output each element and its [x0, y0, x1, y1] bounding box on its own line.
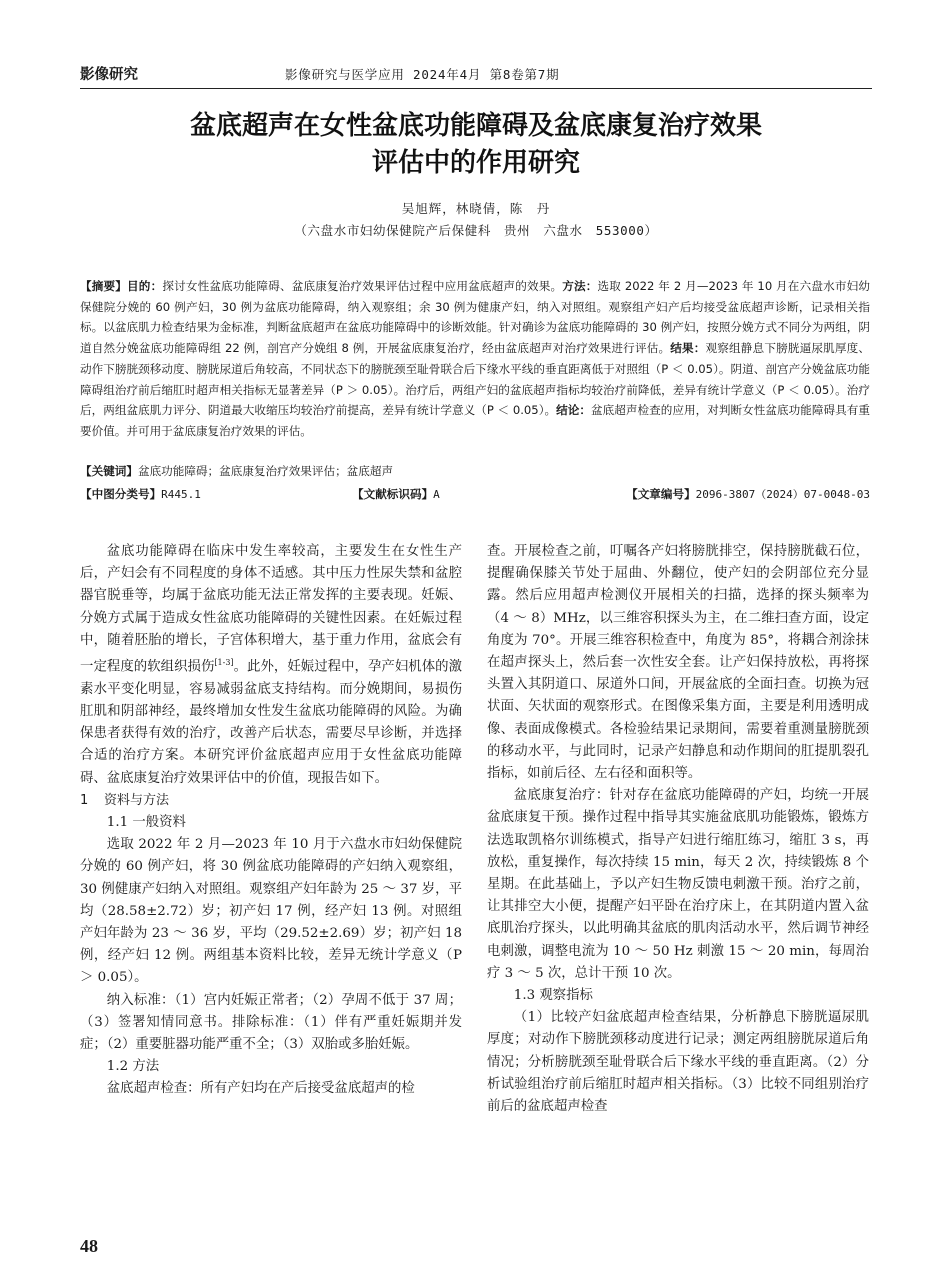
article-label: 【文章编号】	[626, 487, 696, 501]
results-text: 观察组静息下膀胱逼尿肌厚度、动作下膀胱颈移动度、膀胱尿道后角较高，不同状态下的膀胱颈至耻骨联合后下缘水平线的垂直距离低于对照组（P ＜ 0.05）。阴道、剖宫产分娩盆底功能障碍组治疗前后缩肛时超声相关指标无显著差异（P ＞ 0.05）。治疗后，两组产妇的盆底超声指标均较治疗前降低，差异有统计学意义（P ＜ 0.05）。治疗后，两组盆底肌力评分、阴道最大收缩压均较治疗前提高，差异有统计学意义（P ＜ 0.05）。	[80, 341, 870, 418]
abstract-label: 【摘要】	[80, 279, 128, 293]
intro-text-end: 。此外，妊娠过程中，孕产妇机体的激素水平变化明显，容易减弱盆底支持结构。而分娩期间，易损伤肛肌和阴部神经，最终增加女性发生盆底功能障碍的风险。为确保患者获得有效的治疗，改善产后状态，需要尽早诊断，并选择合适的治疗方案。本研究评价盆底超声应用于女性盆底功能障碍、盆底康复治疗效果评估中的价值，现报告如下。	[80, 659, 463, 786]
authors: 吴旭辉，林晓倩，陈 丹	[401, 201, 551, 216]
article-value: 2096-3807（2024）07-0048-03	[695, 488, 870, 501]
citation: [1-3]	[214, 658, 234, 668]
clc-value: R445.1	[161, 488, 201, 501]
results-label: 结果：	[670, 341, 706, 356]
methods-text: 选取 2022 年 2 月—2023 年 10 月在六盘水市妇幼保健院分娩的 60 例产妇，30 例为盆底功能障碍，纳入观察组；余 30 例为健康产妇，纳入对照组。观察组产妇产后均接受盆底超声诊断，记录相关指标。以盆底肌力检查结果为金标准，判断盆底超声在盆底功能障碍中的诊断效能。针对确诊为盆底功能障碍的 30 例产妇，按照分娩方式不同分为两组，阴道自然分娩盆底功能障碍组 22 例，剖宫产分娩组 8 例，开展盆底康复治疗，经由盆底超声对治疗效果进行评估。	[80, 279, 870, 356]
clc-label: 【中图分类号】	[80, 487, 162, 501]
clc-code	[80, 486, 201, 502]
title-line-1: 盆底超声在女性盆底功能障碍及盆底康复治疗效果	[189, 111, 762, 141]
general-data-paragraph: 选取 2022 年 2 月—2023 年 10 月于六盘水市妇幼保健院分娩的 60 例产妇，将 30 例盆底功能障碍的产妇纳入观察组，30 例健康产妇纳入对照组。观察组产妇年龄为 25 ～ 37 岁，平均（28.58±2.72）岁；初产妇 17 例，经产妇 13 例。对照组产妇年龄为 23 ～ 36 岁，平均（29.52±2.69）岁；初产妇 18 例，经产妇 12 例。两组基本资料比较，差异无统计学意义（P ＞ 0.05）。	[80, 837, 462, 986]
intro-paragraph	[80, 541, 462, 790]
indicators-paragraph: （1）比较产妇盆底超声检查结果，分析静息下膀胱逼尿肌厚度；对动作下膀胱颈移动度进行记录；测定两组膀胱尿道后角情况；分析膀胱颈至耻骨联合后下缘水平线的垂直距离。（2）分析试验组治疗前后缩肛时超声相关指标。（3）比较不同组别治疗前后的盆底超声检查	[487, 1010, 869, 1115]
article-title	[80, 108, 872, 182]
objective-text: 探讨女性盆底功能障碍、盆底康复治疗效果评估过程中应用盆底超声的效果。	[162, 279, 563, 293]
conclusion-text: 盆底超声检查的应用，对判断女性盆底功能障碍具有重要价值。并可用于盆底康复治疗效果的评估。	[80, 403, 870, 438]
doc-label: 【文献标识码】	[352, 487, 434, 501]
body-column-right	[487, 541, 869, 1118]
intro-text: 盆底功能障碍在临床中发生率较高，主要发生在女性生产后，产妇会有不同程度的身体不适感。其中压力性尿失禁和盆腔器官脱垂等，均属于盆底功能无法正常发挥的主要表现。妊娠、分娩方式属于造成女性盆底功能障碍的关键性因素。在妊娠过程中，随着胚胎的增长，子宫体积增大，基于重力作用，盆底会有一定程度的软组织损伤	[80, 544, 462, 675]
section-1-3-heading: 1.3 观察指标	[513, 988, 593, 1004]
section-1-title: 资料与方法	[104, 792, 170, 808]
keywords-label: 【关键词】	[80, 464, 138, 478]
section-1-heading	[80, 790, 462, 812]
keywords	[80, 463, 870, 479]
objective-label: 目的：	[127, 279, 163, 293]
article-number	[626, 486, 870, 502]
doc-code	[352, 486, 440, 502]
section-1-number: 1	[80, 792, 89, 808]
body-column-left	[80, 541, 462, 1101]
rehab-paragraph: 盆底康复治疗：针对存在盆底功能障碍的产妇，均统一开展盆底康复干预。操作过程中指导其实施盆底肌功能锻炼，锻炼方法选取凯格尔训练模式，指导产妇进行缩肛练习，缩肛 3 s，再放松，重复操作，每次持续 15 min，每天 2 次，持续锻炼 8 个星期。在此基础上，予以产妇生物反馈电刺激干预。治疗之前，让其排空大小便，提醒产妇平卧在治疗床上，在其阴道内置入盆底肌治疗探头，以此明确其盆底的肌肉活动水平，然后调节神经电刺激，调整电流为 10 ～ 50 Hz 刺激 15 ～ 20 min，每周治疗 3 ～ 5 次，总计干预 10 次。	[487, 788, 869, 981]
classification-line	[80, 486, 870, 504]
section-tag: 影像研究	[80, 67, 138, 83]
criteria-paragraph: 纳入标准：（1）宫内妊娠正常者；（2）孕周不低于 37 周；（3）签署知情同意书。排除标准：（1）伴有严重妊娠期并发症；（2）重要脏器功能严重不全；（3）双胎或多胎妊娠。	[80, 992, 462, 1052]
page-number: 48	[80, 1236, 98, 1256]
affiliation: （六盘水市妇幼保健院产后保健科 贵州 六盘水 553000）	[294, 223, 658, 238]
title-line-2: 评估中的作用研究	[371, 148, 580, 178]
section-1-1-heading: 1.1 一般资料	[106, 814, 186, 830]
method-paragraph-continued: 查。开展检查之前，叮嘱各产妇将膀胱排空，保持膀胱截石位，提醒确保膝关节处于屈曲、外翻位，使产妇的会阴部位充分显露。然后应用超声检测仪开展相关的扫描，选择的探头频率为（4 ～ 8）MHz，以三维容积探头为主，在二维扫查方面，设定角度为 70°。开展三维容积检查中，角度为 85°，将耦合剂涂抹在超声探头上，然后套一次性安全套。让产妇保持放松，再将探头置入其阴道口、尿道外口间，开展盆底的全面扫查。切换为冠状面、矢状面的观察形式。在图像采集方面，主要是利用透明成像、表面成像模式。各检验结果记录期间，需要着重测量膀胱颈的移动水平，与此同时，记录产妇静息和动作期间的肛提肌裂孔指标，如前后径、左右径和面积等。	[487, 544, 869, 782]
journal-info: 影像研究与医学应用 2024年4月 第8卷第7期	[285, 67, 560, 82]
methods-label: 方法：	[562, 279, 598, 293]
keywords-text: 盆底功能障碍；盆底康复治疗效果评估；盆底超声	[137, 464, 394, 478]
doc-value: A	[433, 488, 440, 501]
running-header	[80, 62, 872, 89]
method-paragraph-start: 盆底超声检查：所有产妇均在产后接受盆底超声的检	[106, 1081, 415, 1097]
section-1-2-heading: 1.2 方法	[106, 1059, 160, 1075]
abstract	[80, 276, 870, 442]
conclusion-label: 结论：	[556, 403, 592, 418]
